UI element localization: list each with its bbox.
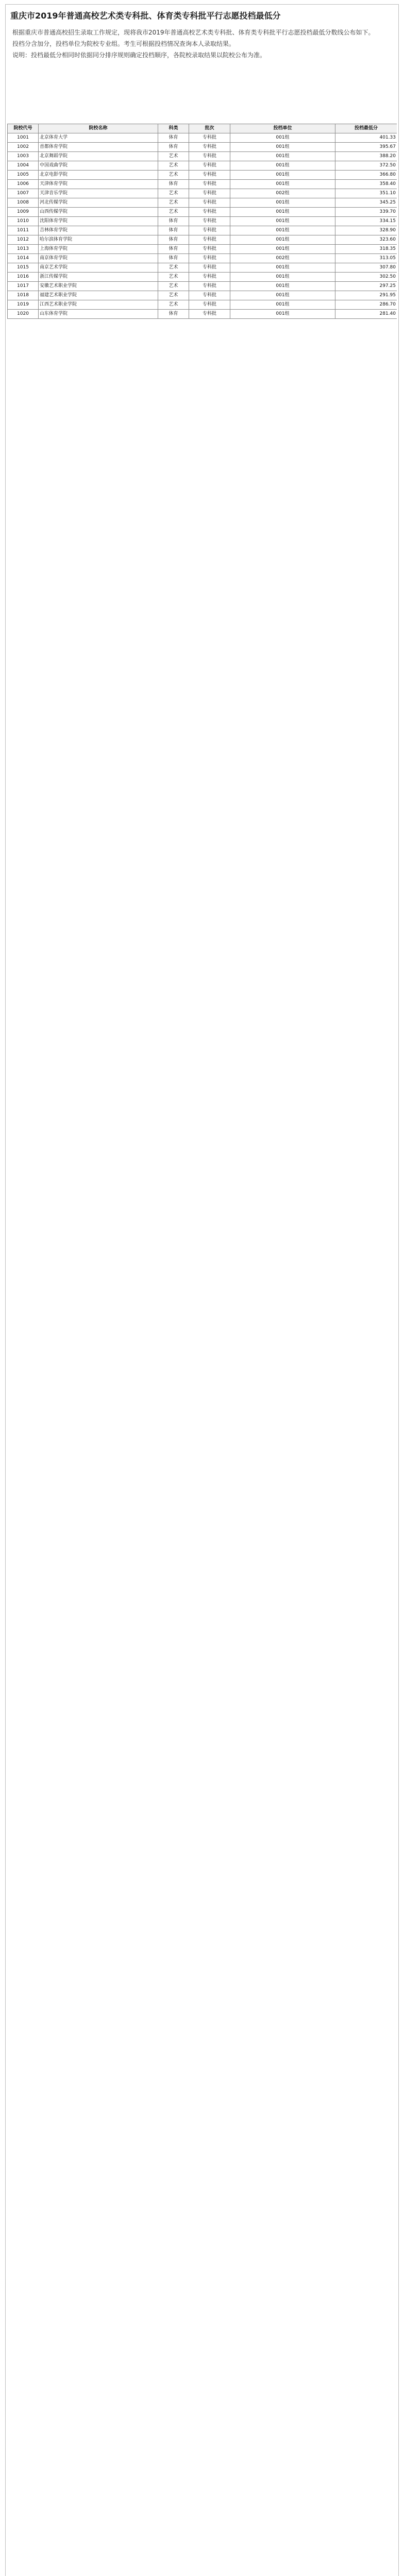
- cell-batch: 专科批: [189, 171, 230, 180]
- cell-subject: 体育: [158, 235, 189, 245]
- cell-min-score: 328.90: [335, 226, 397, 235]
- cell-school-name: 天津体育学院: [39, 180, 158, 189]
- cell-batch: 专科批: [189, 273, 230, 282]
- cell-school-code: 1015: [8, 263, 39, 273]
- table-row: [8, 291, 397, 300]
- cell-unit: 001组: [230, 152, 335, 161]
- cell-batch: 专科批: [189, 161, 230, 171]
- col-header-min-score: 投档最低分: [335, 124, 397, 133]
- cell-subject: 艺术: [158, 263, 189, 273]
- cell-subject: 体育: [158, 133, 189, 143]
- cell-school-code: 1020: [8, 310, 39, 319]
- col-header-subject: 科类: [158, 124, 189, 133]
- cell-school-name: 山东体育学院: [39, 310, 158, 319]
- table-row: [8, 273, 397, 282]
- cell-subject: 艺术: [158, 171, 189, 180]
- table-row: [8, 245, 397, 254]
- cell-subject: 艺术: [158, 161, 189, 171]
- cell-unit: 001组: [230, 291, 335, 300]
- cell-unit: 001组: [230, 273, 335, 282]
- cell-unit: 001组: [230, 226, 335, 235]
- cell-subject: 艺术: [158, 291, 189, 300]
- table-row: [8, 254, 397, 263]
- cell-school-code: 1003: [8, 152, 39, 161]
- cell-unit: 001组: [230, 245, 335, 254]
- score-table: [7, 124, 397, 319]
- cell-min-score: 351.10: [335, 189, 397, 198]
- cell-school-code: 1016: [8, 273, 39, 282]
- cell-subject: 体育: [158, 245, 189, 254]
- table-row: [8, 161, 397, 171]
- cell-school-name: 福建艺术职业学院: [39, 291, 158, 300]
- cell-subject: 艺术: [158, 198, 189, 208]
- cell-unit: 002组: [230, 189, 335, 198]
- cell-school-code: 1006: [8, 180, 39, 189]
- cell-school-code: 1010: [8, 217, 39, 226]
- cell-min-score: 358.40: [335, 180, 397, 189]
- cell-batch: 专科批: [189, 180, 230, 189]
- cell-batch: 专科批: [189, 263, 230, 273]
- cell-unit: 002组: [230, 254, 335, 263]
- table-row: [8, 171, 397, 180]
- col-header-unit: 投档单位: [230, 124, 335, 133]
- cell-batch: 专科批: [189, 282, 230, 291]
- cell-subject: 艺术: [158, 282, 189, 291]
- cell-min-score: 286.70: [335, 300, 397, 310]
- cell-min-score: 323.60: [335, 235, 397, 245]
- cell-unit: 001组: [230, 143, 335, 152]
- table-row: [8, 208, 397, 217]
- col-header-school-name: 院校名称: [39, 124, 158, 133]
- cell-subject: 艺术: [158, 208, 189, 217]
- cell-min-score: 297.25: [335, 282, 397, 291]
- cell-batch: 专科批: [189, 133, 230, 143]
- cell-school-code: 1008: [8, 198, 39, 208]
- cell-batch: 专科批: [189, 310, 230, 319]
- cell-batch: 专科批: [189, 143, 230, 152]
- cell-subject: 体育: [158, 180, 189, 189]
- cell-school-code: 1004: [8, 161, 39, 171]
- cell-subject: 艺术: [158, 152, 189, 161]
- intro-text: [12, 27, 392, 120]
- cell-batch: 专科批: [189, 217, 230, 226]
- cell-batch: 专科批: [189, 300, 230, 310]
- cell-school-name: 沈阳体育学院: [39, 217, 158, 226]
- cell-school-code: 1019: [8, 300, 39, 310]
- cell-school-code: 1007: [8, 189, 39, 198]
- cell-batch: 专科批: [189, 235, 230, 245]
- table-row: [8, 180, 397, 189]
- cell-school-code: 1012: [8, 235, 39, 245]
- cell-min-score: 302.50: [335, 273, 397, 282]
- cell-batch: 专科批: [189, 198, 230, 208]
- cell-school-name: 天津音乐学院: [39, 189, 158, 198]
- cell-school-code: 1013: [8, 245, 39, 254]
- cell-school-name: 北京电影学院: [39, 171, 158, 180]
- cell-school-name: 浙江传媒学院: [39, 273, 158, 282]
- cell-unit: 001组: [230, 133, 335, 143]
- cell-unit: 001组: [230, 171, 335, 180]
- cell-subject: 体育: [158, 254, 189, 263]
- cell-batch: 专科批: [189, 291, 230, 300]
- cell-school-code: 1011: [8, 226, 39, 235]
- cell-subject: 艺术: [158, 300, 189, 310]
- cell-min-score: 372.50: [335, 161, 397, 171]
- page-title: 重庆市2019年普通高校艺术类专科批、体育类专科批平行志愿投档最低分: [10, 11, 281, 21]
- table-row: [8, 143, 397, 152]
- cell-unit: 001组: [230, 161, 335, 171]
- cell-school-code: 1005: [8, 171, 39, 180]
- cell-school-name: 首都体育学院: [39, 143, 158, 152]
- cell-batch: 专科批: [189, 152, 230, 161]
- cell-school-name: 中国戏曲学院: [39, 161, 158, 171]
- cell-school-name: 北京体育大学: [39, 133, 158, 143]
- cell-batch: 专科批: [189, 189, 230, 198]
- cell-batch: 专科批: [189, 208, 230, 217]
- cell-min-score: 395.67: [335, 143, 397, 152]
- cell-unit: 001组: [230, 282, 335, 291]
- cell-school-name: 吉林体育学院: [39, 226, 158, 235]
- cell-school-name: 上海体育学院: [39, 245, 158, 254]
- cell-school-name: 河北传媒学院: [39, 198, 158, 208]
- score-table-container: [7, 124, 397, 2576]
- cell-school-code: 1002: [8, 143, 39, 152]
- cell-school-name: 北京舞蹈学院: [39, 152, 158, 161]
- intro-paragraph: 投档分含加分，投档单位为院校专业组。考生可根据投档情况查询本人录取结果。: [12, 40, 235, 47]
- cell-min-score: 281.40: [335, 310, 397, 319]
- cell-school-code: 1014: [8, 254, 39, 263]
- cell-min-score: 307.80: [335, 263, 397, 273]
- table-row: [8, 217, 397, 226]
- cell-unit: 001组: [230, 198, 335, 208]
- cell-min-score: 334.15: [335, 217, 397, 226]
- table-row: [8, 198, 397, 208]
- cell-subject: 体育: [158, 143, 189, 152]
- cell-batch: 专科批: [189, 245, 230, 254]
- cell-min-score: 401.33: [335, 133, 397, 143]
- cell-min-score: 313.05: [335, 254, 397, 263]
- cell-school-name: 哈尔滨体育学院: [39, 235, 158, 245]
- table-row: [8, 189, 397, 198]
- cell-unit: 001组: [230, 300, 335, 310]
- cell-batch: 专科批: [189, 254, 230, 263]
- cell-min-score: 318.35: [335, 245, 397, 254]
- intro-paragraph: 根据重庆市普通高校招生录取工作规定，现将我市2019年普通高校艺术类专科批、体育类专科批平行志愿投档最低分数线公布如下。: [12, 29, 375, 36]
- table-row: [8, 310, 397, 319]
- cell-school-name: 安徽艺术职业学院: [39, 282, 158, 291]
- cell-unit: 001组: [230, 217, 335, 226]
- table-row: [8, 235, 397, 245]
- cell-min-score: 345.25: [335, 198, 397, 208]
- table-row: [8, 282, 397, 291]
- cell-subject: 体育: [158, 217, 189, 226]
- cell-school-code: 1018: [8, 291, 39, 300]
- cell-subject: 艺术: [158, 189, 189, 198]
- table-row: [8, 300, 397, 310]
- cell-subject: 艺术: [158, 273, 189, 282]
- cell-school-code: 1017: [8, 282, 39, 291]
- cell-school-code: 1001: [8, 133, 39, 143]
- table-header-row: [8, 124, 397, 133]
- cell-unit: 001组: [230, 208, 335, 217]
- cell-school-code: 1009: [8, 208, 39, 217]
- col-header-batch: 批次: [189, 124, 230, 133]
- cell-unit: 001组: [230, 235, 335, 245]
- cell-batch: 专科批: [189, 226, 230, 235]
- intro-paragraph: 说明：投档最低分相同时依据同分排序规则确定投档顺序，各院校录取结果以院校公布为准。: [12, 52, 266, 59]
- cell-unit: 001组: [230, 263, 335, 273]
- cell-school-name: 南京体育学院: [39, 254, 158, 263]
- cell-min-score: 366.80: [335, 171, 397, 180]
- table-row: [8, 133, 397, 143]
- table-row: [8, 263, 397, 273]
- cell-school-name: 山西传媒学院: [39, 208, 158, 217]
- cell-min-score: 388.20: [335, 152, 397, 161]
- col-header-school-code: 院校代号: [8, 124, 39, 133]
- cell-subject: 体育: [158, 226, 189, 235]
- table-row: [8, 152, 397, 161]
- cell-unit: 001组: [230, 180, 335, 189]
- cell-min-score: 291.95: [335, 291, 397, 300]
- cell-min-score: 339.70: [335, 208, 397, 217]
- table-row: [8, 226, 397, 235]
- cell-unit: 001组: [230, 310, 335, 319]
- cell-subject: 体育: [158, 310, 189, 319]
- cell-school-name: 江西艺术职业学院: [39, 300, 158, 310]
- cell-school-name: 南京艺术学院: [39, 263, 158, 273]
